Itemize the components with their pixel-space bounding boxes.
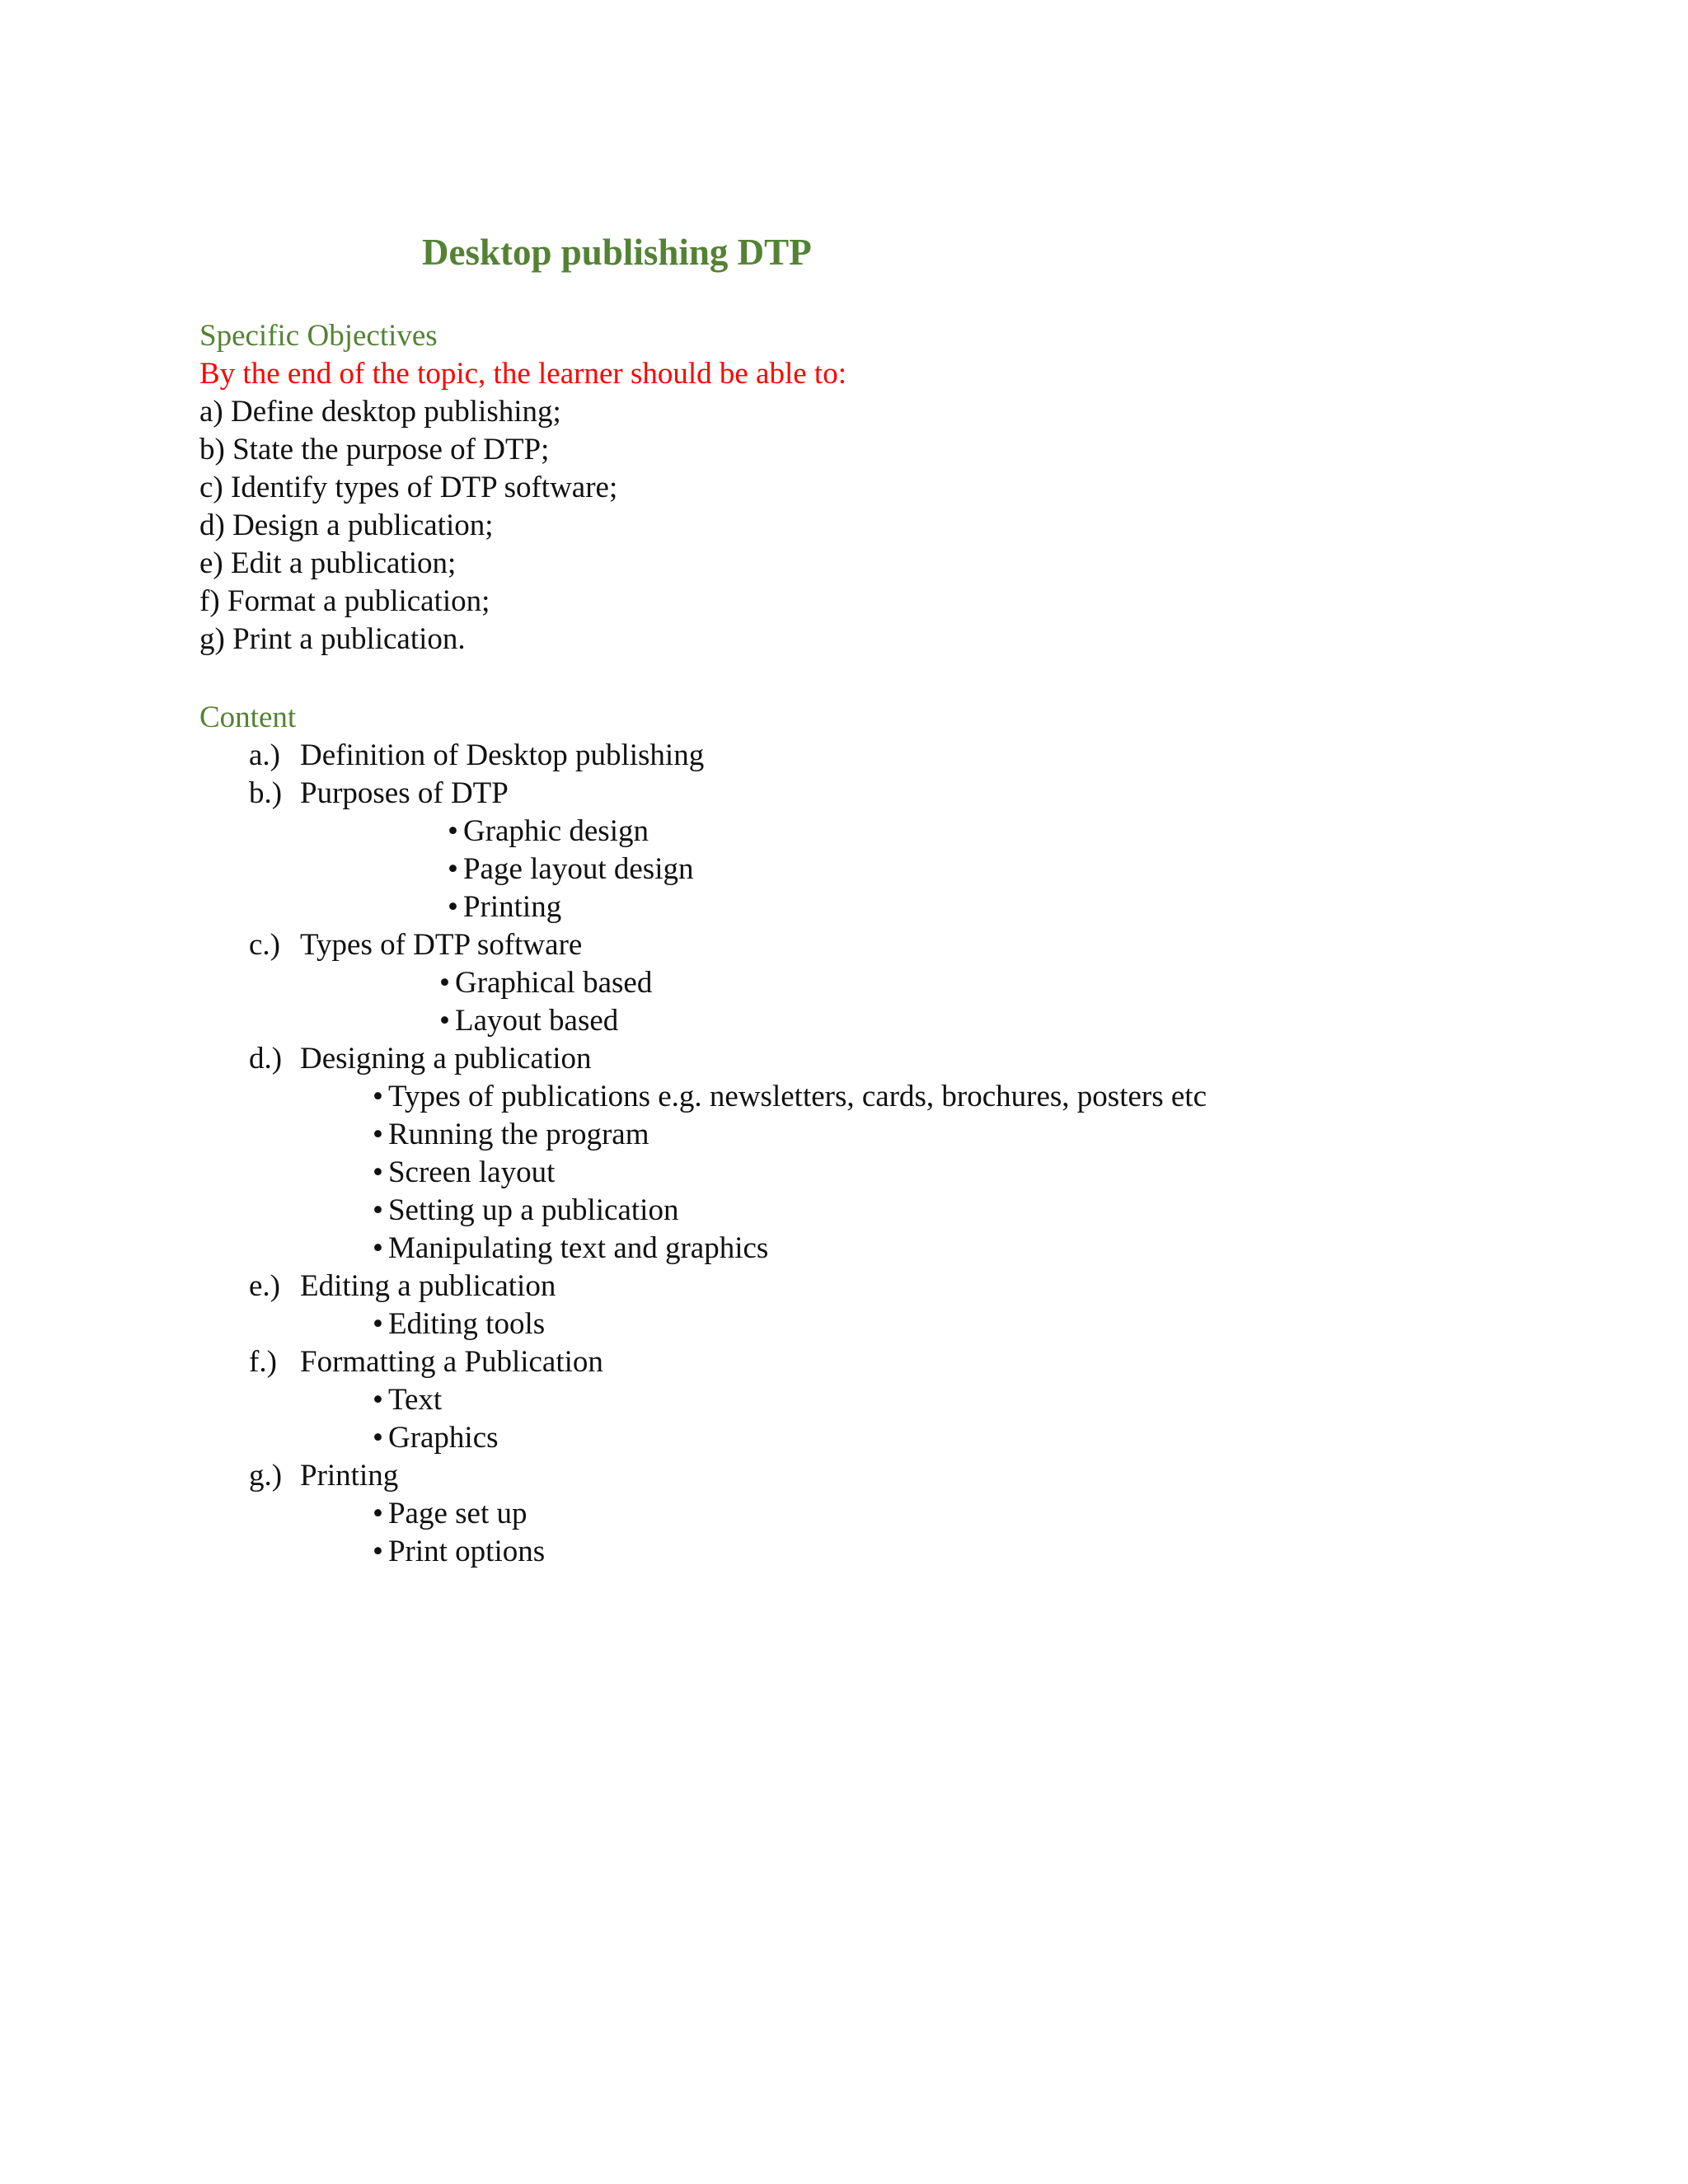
content-bullet: • Print options <box>373 1535 546 1568</box>
content-bullet: • Printing <box>448 890 562 924</box>
content-section-title <box>249 1343 603 1381</box>
bullet-icon: • <box>373 1080 383 1113</box>
objective-item: d) Design a publication; <box>199 509 494 542</box>
bullet-icon: • <box>373 1307 383 1341</box>
objective-item: e) Edit a publication; <box>199 546 457 580</box>
section-title: Designing a publication <box>300 1042 592 1076</box>
content-bullet: • Running the program <box>373 1118 649 1151</box>
objective-item: c) Identify types of DTP software; <box>199 471 618 504</box>
section-label: f.) <box>249 1345 277 1379</box>
bullet-icon: • <box>373 1193 383 1227</box>
content-bullet: • Text <box>373 1383 443 1417</box>
content-bullet: • Page layout design <box>448 852 694 886</box>
objective-item: a) Define desktop publishing; <box>199 395 561 429</box>
objective-item: f) Format a publication; <box>199 584 490 618</box>
content-bullet: • Page set up <box>373 1497 528 1530</box>
bullet-icon: • <box>439 966 450 1000</box>
content-bullet: • Editing tools <box>373 1307 546 1341</box>
page-title: Desktop publishing DTP <box>422 232 812 273</box>
content-section-title <box>249 926 582 964</box>
bullet-icon: • <box>373 1383 383 1417</box>
objectives-heading: Specific Objectives <box>199 319 438 353</box>
section-title: Printing <box>300 1459 399 1493</box>
content-bullet: • Setting up a publication <box>373 1193 679 1227</box>
section-label: b.) <box>249 776 283 810</box>
bullet-icon: • <box>448 852 458 886</box>
objective-item: g) Print a publication. <box>199 622 466 656</box>
section-title: Definition of Desktop publishing <box>300 738 705 772</box>
section-label: d.) <box>249 1042 283 1076</box>
bullet-icon: • <box>439 1004 450 1038</box>
content-bullet: • Graphics <box>373 1421 499 1455</box>
bullet-icon: • <box>373 1497 383 1530</box>
content-section-title <box>249 1268 556 1305</box>
section-title: Formatting a Publication <box>300 1345 603 1379</box>
content-section-title <box>249 1457 398 1495</box>
bullet-icon: • <box>373 1231 383 1265</box>
bullet-icon: • <box>373 1421 383 1455</box>
content-section-title <box>249 737 704 775</box>
content-section-title <box>249 775 509 813</box>
section-label: e.) <box>249 1269 280 1303</box>
section-title: Editing a publication <box>300 1269 556 1303</box>
bullet-icon: • <box>373 1155 383 1189</box>
section-title: Purposes of DTP <box>300 776 509 810</box>
content-bullet: • Screen layout <box>373 1155 556 1189</box>
section-title: Types of DTP software <box>300 928 583 962</box>
content-heading: Content <box>199 701 297 734</box>
content-bullet: • Graphic design <box>448 814 649 848</box>
objective-item: b) State the purpose of DTP; <box>199 433 550 466</box>
section-label: g.) <box>249 1459 283 1493</box>
content-bullet: • Manipulating text and graphics <box>373 1231 769 1265</box>
bullet-icon: • <box>448 890 458 924</box>
content-bullet: • Types of publications e.g. newsletters, cards, brochures, posters etc <box>373 1080 1207 1113</box>
bullet-icon: • <box>373 1535 383 1568</box>
objectives-intro: By the end of the topic, the learner should be able to: <box>199 357 846 391</box>
content-section-title <box>249 1040 592 1078</box>
bullet-icon: • <box>448 814 458 848</box>
bullet-icon: • <box>373 1118 383 1151</box>
content-bullet: • Graphical based <box>439 966 653 1000</box>
section-label: a.) <box>249 738 280 772</box>
content-bullet: • Layout based <box>439 1004 619 1038</box>
section-label: c.) <box>249 928 280 962</box>
